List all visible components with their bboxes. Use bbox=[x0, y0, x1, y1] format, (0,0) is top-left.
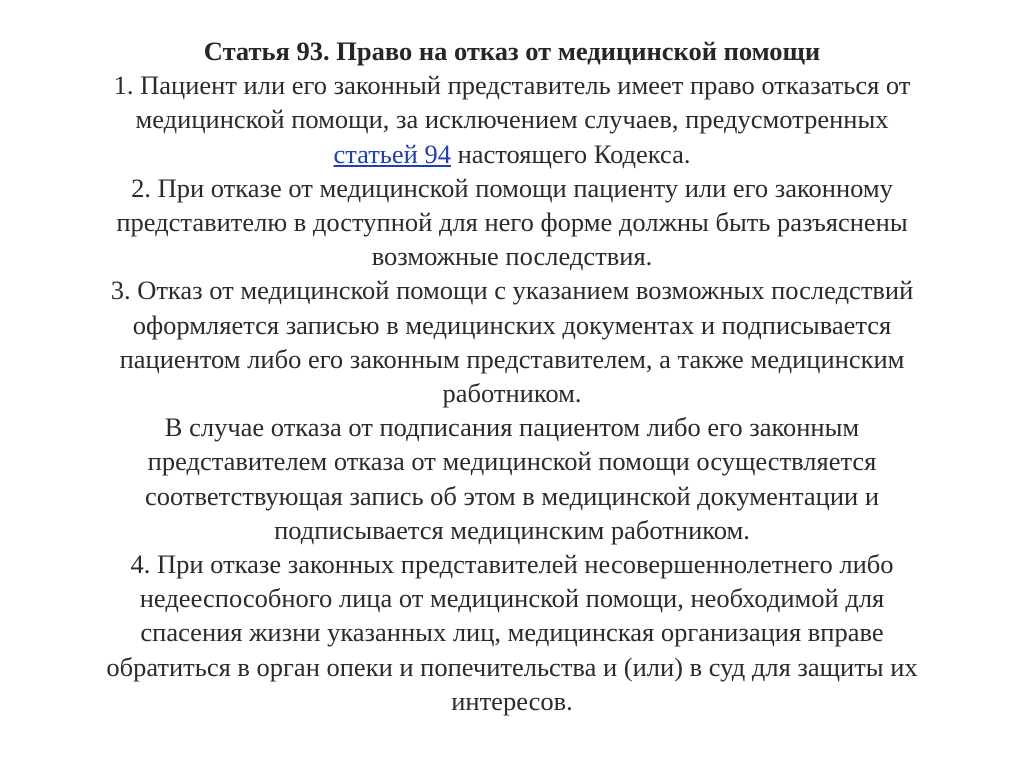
paragraph-4-line-1: 4. При отказе законных представителей несовершеннолетнего либо bbox=[130, 549, 894, 580]
paragraph-3b-line-2: представителем отказа от медицинской помощи осуществляется bbox=[147, 446, 877, 477]
paragraph-2-line-1: 2. При отказе от медицинской помощи пациенту или его законному bbox=[131, 172, 893, 203]
paragraph-1-line-3 bbox=[52, 137, 972, 171]
paragraph-2 bbox=[52, 171, 972, 274]
paragraph-1 bbox=[52, 68, 972, 171]
paragraph-3b-line-4: подписывается медицинским работником. bbox=[274, 514, 750, 545]
paragraph-4-line-5: интересов. bbox=[451, 685, 573, 716]
paragraph-3-line-2: оформляется записью в медицинских документах и подписывается bbox=[132, 309, 892, 340]
paragraph-3b-line-3: соответствующая запись об этом в медицинской документации и bbox=[144, 480, 880, 511]
paragraph-1-line-2: медицинской помощи, за исключением случаев, предусмотренных bbox=[135, 104, 889, 135]
paragraph-3-line-3: пациентом либо его законным представителем, а также медицинским bbox=[119, 343, 905, 374]
paragraph-2-line-3: возможные последствия. bbox=[371, 241, 653, 272]
paragraph-2-line-2: представителю в доступной для него форме должны быть разъяснены bbox=[116, 207, 908, 238]
paragraph-3-line-4: работником. bbox=[442, 378, 582, 409]
article-text bbox=[52, 34, 972, 718]
paragraph-4-line-3: спасения жизни указанных лиц, медицинская организация вправе bbox=[140, 617, 884, 648]
paragraph-3 bbox=[52, 273, 972, 410]
paragraph-3-line-1: 3. Отказ от медицинской помощи с указанием возможных последствий bbox=[110, 275, 914, 306]
paragraph-3b-line-1: В случае отказа от подписания пациентом либо его законным bbox=[164, 412, 860, 443]
paragraph-3-continued bbox=[52, 410, 972, 547]
paragraph-1-line-1: 1. Пациент или его законный представитель имеет право отказаться от bbox=[113, 70, 911, 101]
article-title: Статья 93. Право на отказ от медицинской помощи bbox=[203, 36, 821, 66]
paragraph-4 bbox=[52, 547, 972, 718]
article-94-link[interactable]: статьей 94 bbox=[333, 138, 451, 169]
paragraph-4-line-2: недееспособного лица от медицинской помощи, необходимой для bbox=[139, 583, 885, 614]
paragraph-1-line-3-rest: настоящего Кодекса. bbox=[450, 138, 691, 169]
paragraph-4-line-4: обратиться в орган опеки и попечительства и (или) в суд для защиты их bbox=[106, 651, 918, 682]
